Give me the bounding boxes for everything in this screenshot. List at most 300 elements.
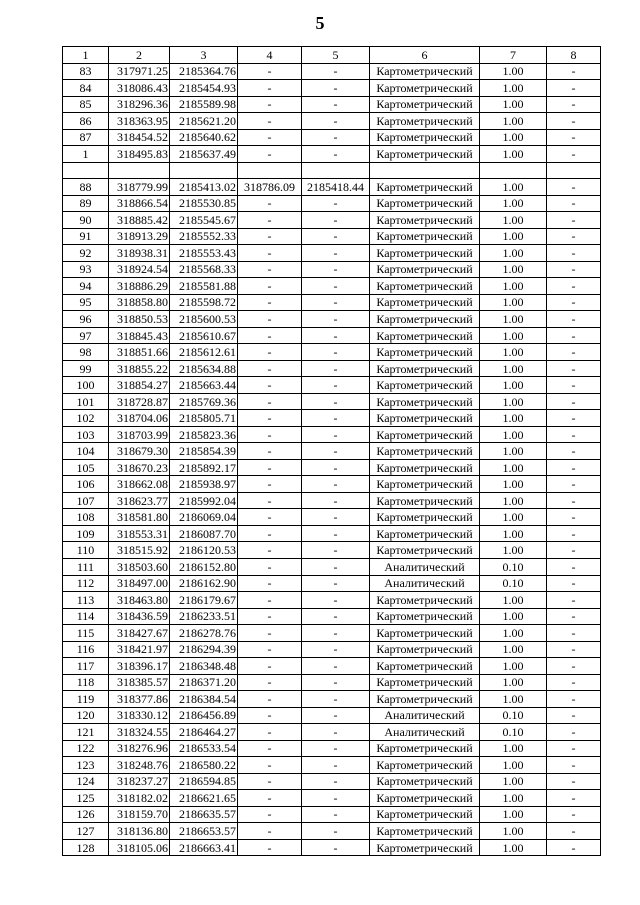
table-cell: 116 [63,641,109,658]
table-cell: - [238,393,302,410]
table-cell: - [238,806,302,823]
table-cell: 1.00 [480,806,547,823]
table-cell: 318854.27 [109,377,170,394]
table-cell: 1.00 [480,592,547,609]
table-cell: - [547,558,601,575]
table-cell: Аналитический [370,724,480,741]
table-cell: - [547,426,601,443]
table-cell: - [547,294,601,311]
table-cell: - [547,344,601,361]
table-cell: - [302,839,370,856]
table-cell: - [238,311,302,328]
table-cell: - [302,294,370,311]
table-cell: - [547,245,601,262]
table-cell: 2186594.85 [170,773,238,790]
table-cell: - [547,608,601,625]
table-cell: Картометрический [370,773,480,790]
table-cell: 2185805.71 [170,410,238,427]
table-cell: 318866.54 [109,195,170,212]
table-cell: - [302,245,370,262]
table-cell: 2185823.36 [170,426,238,443]
table-cell: 318886.29 [109,278,170,295]
table-cell: - [238,608,302,625]
table-cell: 2185600.53 [170,311,238,328]
table-cell: 318105.06 [109,839,170,856]
table-cell: 318913.29 [109,228,170,245]
table-cell: 2186384.54 [170,691,238,708]
table-cell: 1 [63,146,109,163]
table-cell: Картометрический [370,608,480,625]
table-cell: 2185938.97 [170,476,238,493]
table-cell: 125 [63,790,109,807]
table-row [63,525,601,542]
table-cell: - [238,410,302,427]
table-cell: 2186348.48 [170,658,238,675]
table-cell: 1.00 [480,261,547,278]
table-cell: Картометрический [370,360,480,377]
table-cell: Картометрический [370,592,480,609]
table-cell: - [238,740,302,757]
table-cell: 83 [63,63,109,80]
table-cell: 2185598.72 [170,294,238,311]
table-cell: Картометрический [370,129,480,146]
table-cell: - [547,129,601,146]
table-cell: 318463.80 [109,592,170,609]
table-cell: 1.00 [480,641,547,658]
table-cell: - [302,410,370,427]
table-row [63,129,601,146]
table-cell: 318503.60 [109,558,170,575]
table-cell: Картометрический [370,509,480,526]
column-header: 6 [370,47,480,64]
table-cell: Картометрический [370,212,480,229]
table-cell: 2186621.65 [170,790,238,807]
table-cell: - [302,558,370,575]
table-cell: - [547,806,601,823]
table-cell: 2185364.76 [170,63,238,80]
table-cell: - [302,360,370,377]
table-cell: - [302,641,370,658]
table-cell: 318237.27 [109,773,170,790]
table-cell: - [547,212,601,229]
table-cell: Аналитический [370,558,480,575]
table-cell: - [547,839,601,856]
table-cell: - [547,625,601,642]
table-cell: 2185640.62 [170,129,238,146]
table-cell: Картометрический [370,790,480,807]
table-cell: - [302,773,370,790]
table-cell: 2185612.61 [170,344,238,361]
table-cell: - [238,195,302,212]
table-cell: - [238,245,302,262]
table-cell: - [238,459,302,476]
table-cell: 318495.83 [109,146,170,163]
table-cell: 2186069.04 [170,509,238,526]
table-cell: 1.00 [480,96,547,113]
table-cell: 1.00 [480,459,547,476]
table-cell: 1.00 [480,525,547,542]
table-cell: Картометрический [370,195,480,212]
table-cell: 2185553.43 [170,245,238,262]
table-cell: 2185568.33 [170,261,238,278]
table-cell: 318385.57 [109,674,170,691]
table-cell: 2186120.53 [170,542,238,559]
table-cell: - [547,195,601,212]
table-row [63,360,601,377]
table-row [63,476,601,493]
table-cell: - [238,426,302,443]
table-cell: 1.00 [480,426,547,443]
table-cell: 1.00 [480,691,547,708]
table-cell: - [302,129,370,146]
table-cell [547,162,601,179]
table-cell: Картометрический [370,146,480,163]
table-cell: 1.00 [480,443,547,460]
table-cell: 0.10 [480,724,547,741]
table-cell: Картометрический [370,393,480,410]
table-cell: 2186456.89 [170,707,238,724]
table-cell: - [302,426,370,443]
table-cell: - [302,674,370,691]
table-row [63,707,601,724]
table-cell: 1.00 [480,80,547,97]
table-cell: 2186087.70 [170,525,238,542]
table-row [63,162,601,179]
table-cell: 1.00 [480,674,547,691]
table-cell: 318515.92 [109,542,170,559]
table-cell: 1.00 [480,790,547,807]
table-cell: 123 [63,757,109,774]
table-cell: - [238,525,302,542]
table-cell: Картометрический [370,443,480,460]
table-cell: - [238,757,302,774]
table-cell: - [547,113,601,130]
table-cell: - [238,443,302,460]
table-cell: 96 [63,311,109,328]
table-cell: - [547,80,601,97]
table-cell: - [547,410,601,427]
table-cell: Картометрический [370,459,480,476]
table-cell: Картометрический [370,839,480,856]
table-cell: 112 [63,575,109,592]
table-cell: 318427.67 [109,625,170,642]
table-row [63,608,601,625]
table-cell: 318885.42 [109,212,170,229]
table-cell: - [302,691,370,708]
table-cell: - [238,113,302,130]
table-cell: 87 [63,129,109,146]
table-cell: - [547,790,601,807]
table-cell: Картометрический [370,691,480,708]
table-cell: 318421.97 [109,641,170,658]
table-cell: - [547,492,601,509]
table-cell: Картометрический [370,525,480,542]
table-cell: - [238,558,302,575]
table-cell: Картометрический [370,377,480,394]
table-cell: 318845.43 [109,327,170,344]
table-cell: 127 [63,823,109,840]
table-cell: - [547,393,601,410]
table-cell: 94 [63,278,109,295]
table-cell: Картометрический [370,245,480,262]
table-cell: - [302,625,370,642]
table-cell: - [238,625,302,642]
table-cell: 318938.31 [109,245,170,262]
table-cell: 318396.17 [109,658,170,675]
table-cell: 318924.54 [109,261,170,278]
table-cell: 1.00 [480,410,547,427]
table-cell: 2185545.67 [170,212,238,229]
table-cell: - [547,674,601,691]
table-cell: - [547,228,601,245]
table-cell: - [238,344,302,361]
table-cell: - [302,806,370,823]
table-cell: 124 [63,773,109,790]
table-row [63,311,601,328]
table-cell: 318855.22 [109,360,170,377]
table-cell: 318159.70 [109,806,170,823]
table-cell: 103 [63,426,109,443]
table-cell: 2185589.98 [170,96,238,113]
table-cell: - [547,63,601,80]
table-cell: 2186152.80 [170,558,238,575]
table-cell: Картометрический [370,823,480,840]
table-cell: - [547,360,601,377]
column-header: 2 [109,47,170,64]
table-row [63,80,601,97]
table-cell: - [302,311,370,328]
table-cell: 1.00 [480,839,547,856]
table-cell: 104 [63,443,109,460]
table-cell: 2185413.02 [170,179,238,196]
table-cell: Картометрический [370,476,480,493]
table-cell: 108 [63,509,109,526]
table-cell: 1.00 [480,344,547,361]
table-row [63,806,601,823]
table-row [63,658,601,675]
table-row [63,294,601,311]
table-cell: - [238,377,302,394]
table-cell: 93 [63,261,109,278]
table-cell: - [302,377,370,394]
table-cell: 2186371.20 [170,674,238,691]
table-cell: - [302,542,370,559]
table-cell: - [238,476,302,493]
table-cell: 122 [63,740,109,757]
table-cell: Картометрический [370,327,480,344]
table-cell: Картометрический [370,806,480,823]
table-cell: 318786.09 [238,179,302,196]
table-cell: 318662.08 [109,476,170,493]
table-cell: - [302,608,370,625]
table-cell: - [302,740,370,757]
table-cell: 318182.02 [109,790,170,807]
table-cell: 117 [63,658,109,675]
table-row [63,261,601,278]
table-cell [238,162,302,179]
table-cell: 2185610.67 [170,327,238,344]
table-cell: - [302,344,370,361]
table-cell: Картометрический [370,641,480,658]
table-cell: Картометрический [370,740,480,757]
table-cell: 318679.30 [109,443,170,460]
table-cell [480,162,547,179]
table-cell: - [238,658,302,675]
table-cell: 2185854.39 [170,443,238,460]
table-cell: Картометрический [370,80,480,97]
table-cell: 1.00 [480,294,547,311]
table-cell: 318276.96 [109,740,170,757]
table-cell: 1.00 [480,113,547,130]
table-cell: 2185637.49 [170,146,238,163]
table-cell: 2185769.36 [170,393,238,410]
table-row [63,393,601,410]
table-cell: 95 [63,294,109,311]
page-number: 5 [315,13,325,33]
table-cell: - [238,542,302,559]
table-cell: - [238,80,302,97]
table-cell: 2186464.27 [170,724,238,741]
table-cell: 92 [63,245,109,262]
table-cell: 1.00 [480,311,547,328]
table-cell: - [547,658,601,675]
table-row [63,228,601,245]
table-cell: Картометрический [370,625,480,642]
table-cell: 1.00 [480,542,547,559]
table-row [63,674,601,691]
table-cell: 318703.99 [109,426,170,443]
table-cell: 317971.25 [109,63,170,80]
table-row [63,542,601,559]
table-cell: 1.00 [480,179,547,196]
table-cell: - [547,575,601,592]
table-cell: - [302,707,370,724]
table-cell: - [547,459,601,476]
table-row [63,790,601,807]
table-row [63,146,601,163]
table-cell: - [302,146,370,163]
table-cell: - [547,261,601,278]
table-cell: 1.00 [480,476,547,493]
table-row [63,625,601,642]
table-cell: - [302,228,370,245]
table-cell: - [238,294,302,311]
table-cell: - [547,707,601,724]
table-cell: - [547,724,601,741]
table-cell: 2186580.22 [170,757,238,774]
table-cell: - [238,96,302,113]
table-cell: - [238,592,302,609]
table-row [63,212,601,229]
table-cell: - [238,641,302,658]
table-cell: - [302,278,370,295]
table-cell: 2185454.93 [170,80,238,97]
table-row [63,113,601,130]
table-cell: Картометрический [370,63,480,80]
table-cell: - [547,691,601,708]
table-cell: 318779.99 [109,179,170,196]
table-cell: 119 [63,691,109,708]
table-cell [109,162,170,179]
table-cell: 2185418.44 [302,179,370,196]
table-cell: 88 [63,179,109,196]
header-row [63,47,601,64]
table-cell: 2186653.57 [170,823,238,840]
column-header: 8 [547,47,601,64]
table-cell: 101 [63,393,109,410]
table-cell: Картометрический [370,278,480,295]
table-cell: - [238,823,302,840]
table-cell: - [238,691,302,708]
table-row [63,179,601,196]
table-row [63,63,601,80]
table-cell: 107 [63,492,109,509]
table-cell: 2186635.57 [170,806,238,823]
table-row [63,195,601,212]
table-cell: Картометрический [370,757,480,774]
column-header: 3 [170,47,238,64]
table-cell: 2186233.51 [170,608,238,625]
table-row [63,327,601,344]
table-row [63,773,601,790]
table-cell: - [302,823,370,840]
table-cell: 1.00 [480,625,547,642]
table-cell: 1.00 [480,608,547,625]
table-cell: Картометрический [370,344,480,361]
table-cell: 114 [63,608,109,625]
table-row [63,641,601,658]
table-cell: 105 [63,459,109,476]
table-cell: 1.00 [480,658,547,675]
table-cell: - [302,459,370,476]
table-cell: Картометрический [370,228,480,245]
table-cell: 1.00 [480,492,547,509]
table-cell: 120 [63,707,109,724]
table-cell: 126 [63,806,109,823]
table-cell: - [302,96,370,113]
table-cell: 318377.86 [109,691,170,708]
table-cell: - [547,476,601,493]
table-cell: 1.00 [480,146,547,163]
table-cell: - [302,525,370,542]
table-cell [370,162,480,179]
table-cell: 1.00 [480,278,547,295]
table-cell: 128 [63,839,109,856]
table-cell: - [547,96,601,113]
table-cell: Картометрический [370,492,480,509]
table-row [63,344,601,361]
table-row [63,245,601,262]
table-cell: 2186179.67 [170,592,238,609]
table-cell: 1.00 [480,129,547,146]
table-cell [302,162,370,179]
table-cell: - [238,360,302,377]
table-cell: Картометрический [370,113,480,130]
table-row [63,592,601,609]
table-cell: - [238,790,302,807]
table-cell: - [302,195,370,212]
table-cell: 318728.87 [109,393,170,410]
table-cell: 1.00 [480,740,547,757]
table-cell: - [302,113,370,130]
table-cell: - [547,542,601,559]
table-cell: Картометрический [370,542,480,559]
table-cell: 0.10 [480,575,547,592]
table-cell: 1.00 [480,377,547,394]
table-cell: Картометрический [370,294,480,311]
table-cell: 2186294.39 [170,641,238,658]
table-cell: - [238,327,302,344]
